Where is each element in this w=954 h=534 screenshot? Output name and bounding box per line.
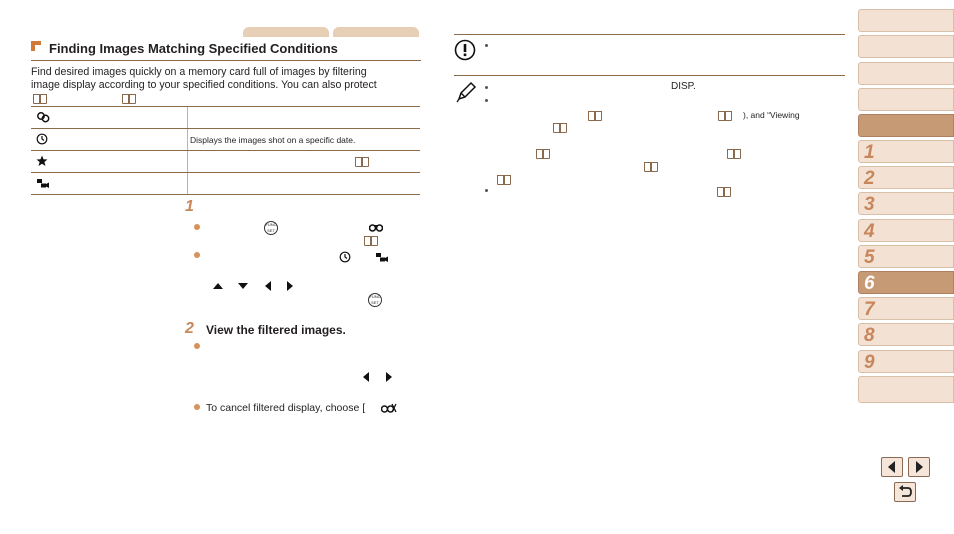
note-bullet xyxy=(485,44,488,47)
filter-conditions-table xyxy=(31,106,420,195)
book-ref-icon[interactable] xyxy=(355,157,368,166)
left-arrow-icon xyxy=(264,280,272,292)
faces-icon xyxy=(36,111,50,123)
chapter-number: 3 xyxy=(864,194,875,215)
up-arrow-icon xyxy=(212,282,224,290)
sidebar-item-chapter-3[interactable] xyxy=(858,192,954,215)
book-ref-icon[interactable] xyxy=(553,123,566,132)
cancel-filter-text: To cancel filtered display, choose [ xyxy=(206,402,366,414)
sidebar-item-chapter-2[interactable] xyxy=(858,166,954,189)
sidebar-tab-cover[interactable] xyxy=(858,9,954,32)
chapter-number: 7 xyxy=(864,299,875,320)
section-title: Finding Images Matching Specified Conditions xyxy=(49,41,338,56)
func-set-button-icon: FUNC SET xyxy=(265,222,277,233)
sidebar-tab-advanced-guide[interactable] xyxy=(858,88,954,111)
right-arrow-icon xyxy=(385,371,393,383)
chapter-number: 6 xyxy=(864,273,875,294)
bullet-icon xyxy=(194,404,200,410)
next-page-button[interactable] xyxy=(908,457,930,477)
table-row xyxy=(31,129,420,151)
chapter-number: 9 xyxy=(864,352,875,373)
table-row xyxy=(31,151,420,173)
book-ref-icon[interactable] xyxy=(727,149,740,158)
divider xyxy=(454,34,845,35)
step-2-title: View the filtered images. xyxy=(206,323,346,337)
table-row xyxy=(31,173,420,195)
intro-line-1: Find desired images quickly on a memory card full of images by filtering xyxy=(31,66,367,78)
right-arrow-icon xyxy=(909,458,929,476)
sidebar-item-chapter-8[interactable] xyxy=(858,323,954,346)
disp-label: DISP. xyxy=(671,81,696,92)
sidebar-item-chapter-6[interactable] xyxy=(858,271,954,294)
movie-camera-icon xyxy=(375,251,389,263)
star-icon xyxy=(36,155,48,167)
sidebar-item-chapter-4[interactable] xyxy=(858,219,954,242)
chapter-number: 4 xyxy=(864,221,875,242)
book-ref-icon[interactable] xyxy=(33,94,46,103)
chapter-number: 8 xyxy=(864,325,875,346)
bullet-icon xyxy=(194,224,200,230)
book-ref-icon[interactable] xyxy=(364,236,377,245)
sidebar-item-chapter-5[interactable] xyxy=(858,245,954,268)
note-bullet xyxy=(485,99,488,102)
step-2-number: 2 xyxy=(185,320,194,337)
sidebar-item-chapter-1[interactable] xyxy=(858,140,954,163)
header-tab-left[interactable] xyxy=(243,27,329,37)
book-ref-icon[interactable] xyxy=(644,162,657,171)
return-icon xyxy=(895,483,915,501)
bullet-icon xyxy=(194,252,200,258)
section-heading xyxy=(31,38,421,61)
binoculars-off-icon xyxy=(381,403,397,413)
sidebar-tab-before-use[interactable] xyxy=(858,35,954,58)
sidebar-item-chapter-7[interactable] xyxy=(858,297,954,320)
down-arrow-icon xyxy=(237,282,249,290)
binoculars-icon xyxy=(369,222,383,232)
left-arrow-icon xyxy=(362,371,370,383)
section-marker-icon xyxy=(31,41,41,51)
return-button[interactable] xyxy=(894,482,916,502)
book-ref-icon[interactable] xyxy=(718,111,731,120)
sidebar-tab-section-header[interactable] xyxy=(858,114,954,137)
intro-paragraph xyxy=(31,66,423,104)
clock-icon xyxy=(36,133,48,145)
book-ref-icon[interactable] xyxy=(536,149,549,158)
intro-line-2: image display according to your specified conditions. You can also protect xyxy=(31,79,377,91)
row-desc: Displays the images shot on a specific date. xyxy=(190,135,356,145)
book-ref-icon[interactable] xyxy=(122,94,135,103)
prev-page-button[interactable] xyxy=(881,457,903,477)
book-ref-icon[interactable] xyxy=(588,111,601,120)
chapter-number: 1 xyxy=(864,142,875,163)
sidebar-tab-index[interactable] xyxy=(858,376,954,403)
note-bullet xyxy=(485,86,488,89)
bullet-icon xyxy=(194,343,200,349)
sidebar-tab-common-operations[interactable] xyxy=(858,62,954,85)
func-set-button-icon: FUNC SET xyxy=(369,294,381,305)
book-ref-icon[interactable] xyxy=(717,187,730,196)
step-1-number: 1 xyxy=(185,198,194,215)
viewing-text: ), and “Viewing xyxy=(743,110,800,120)
pencil-icon xyxy=(455,81,477,103)
note-bullet xyxy=(485,189,488,192)
caution-icon xyxy=(454,39,476,61)
left-arrow-icon xyxy=(882,458,902,476)
divider xyxy=(454,75,845,76)
chapter-number: 5 xyxy=(864,247,875,268)
chapter-number: 2 xyxy=(864,168,875,189)
movie-camera-icon xyxy=(36,177,50,189)
book-ref-icon[interactable] xyxy=(497,175,510,184)
right-arrow-icon xyxy=(286,280,294,292)
sidebar-item-chapter-9[interactable] xyxy=(858,350,954,373)
table-row xyxy=(31,107,420,129)
clock-icon xyxy=(339,251,351,263)
header-tab-right[interactable] xyxy=(333,27,419,37)
